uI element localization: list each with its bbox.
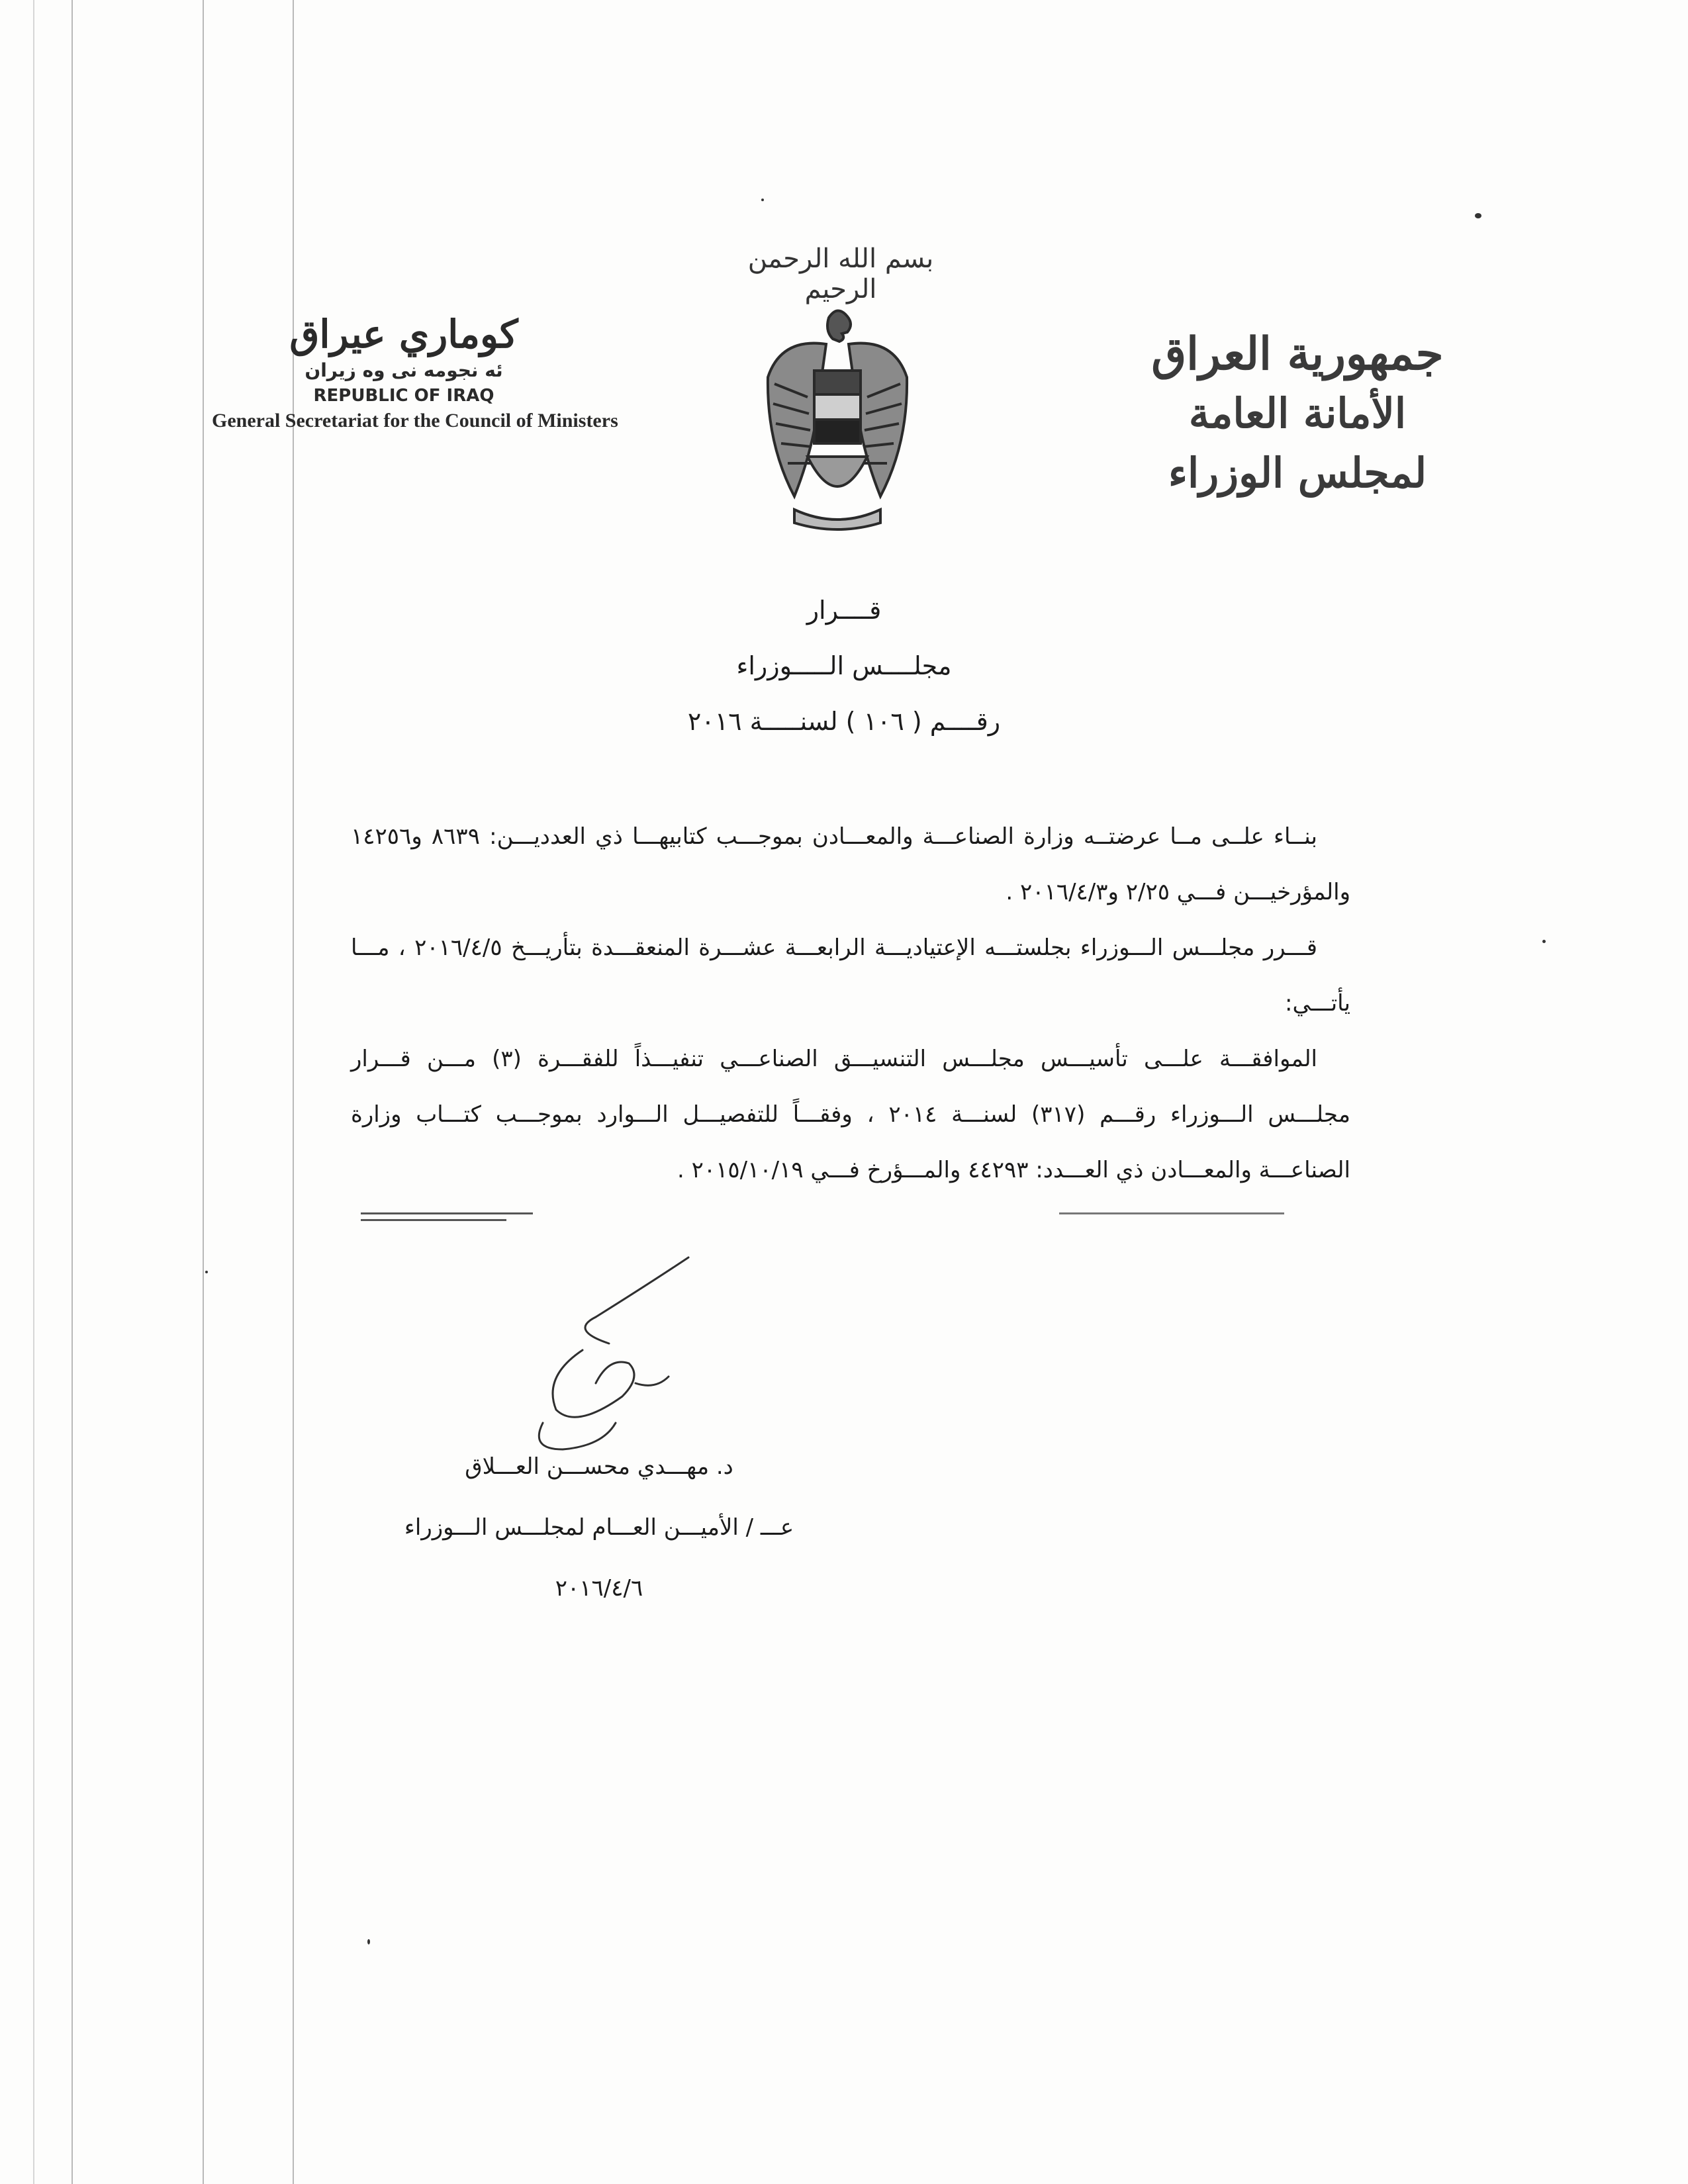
basmala: بسم الله الرحمن الرحيم [747, 244, 934, 304]
scan-edge-line [203, 0, 204, 2184]
letterhead-kurdish-english [212, 311, 618, 434]
scan-edge-line [33, 0, 34, 2184]
letterhead-country: جمهورية العراق [1151, 328, 1444, 381]
scan-speck [367, 1939, 370, 1944]
decision-heading: قــــرار [806, 596, 882, 625]
letterhead-secretariat: الأمانة العامة لمجلس الوزراء [1168, 389, 1427, 497]
letterhead-english-country: REPUBLIC OF IRAQ [313, 386, 494, 406]
body-paragraph: الموافقـــة علـــى تأسيـــس مجلـــس التنسيـــق الصناعـــي تنفيـــذاً للفقـــرة (٣) مـــن قـــرار مجلـــس الـــوزراء رقـــم (٣١٧) لسنـــة ٢٠١٤ ، وفقـــاً للتفصيـــل الـــوارد بموجـــب كتـــاب وزارة الصناعـــة والمعـــادن ذي العـــدد: ٤٤٢٩٣ والمـــؤرخ فـــي ٢٠١٥/١٠/١٩ . [351, 1046, 1350, 1183]
scan-speck [205, 1271, 208, 1273]
iraq-eagle-emblem-icon [755, 298, 920, 536]
signatory-title: عـــ / الأميـــن العـــام لمجلـــس الـــوزراء [404, 1514, 794, 1541]
body-paragraph: قـــرر مجلـــس الـــوزراء بجلستـــه الإعتياديـــة الرابعـــة عشـــرة المنعقـــدة بتأريـــخ ٢٠١٦/٤/٥ ، مـــا يأتـــي: [351, 934, 1350, 1017]
handwritten-underline [1059, 1212, 1284, 1214]
signature-date: ٢٠١٦/٤/٦ [555, 1575, 643, 1602]
council-name: مجلــــس الـــــوزراء [736, 651, 952, 680]
handwritten-underline [361, 1212, 533, 1214]
scan-speck [1475, 213, 1481, 218]
handwritten-underline [361, 1219, 506, 1221]
body-paragraph: بنــاء علــى مــا عرضتــه وزارة الصناعـــة والمعـــادن بموجـــب كتابيهـــا ذي العدديـــن: ٨٦٣٩ و١٤٢٥٦ والمؤرخيـــن فـــي ٢/٢٥ و٢٠١٦/٤/٣ . [351, 823, 1350, 905]
decision-number: رقــــم ( ١٠٦ ) لسنـــــة ٢٠١٦ [687, 707, 1001, 736]
decision-title-block [596, 582, 1092, 749]
decision-body [351, 809, 1350, 1198]
signatory-name: د. مهـــدي محســـن العـــلاق [465, 1453, 733, 1480]
letterhead-kurdish-secretariat: ئه نجومه نى وه زيران [305, 359, 503, 381]
letterhead-kurdish-country: كوماري عيراق [289, 312, 518, 357]
letterhead-arabic [1125, 324, 1470, 503]
scan-speck [1542, 940, 1546, 943]
scan-speck [761, 199, 764, 201]
scan-edge-line [71, 0, 73, 2184]
signature-block [344, 1436, 854, 1619]
letterhead-english-secretariat: General Secretariat for the Council of Ministers [212, 410, 618, 432]
